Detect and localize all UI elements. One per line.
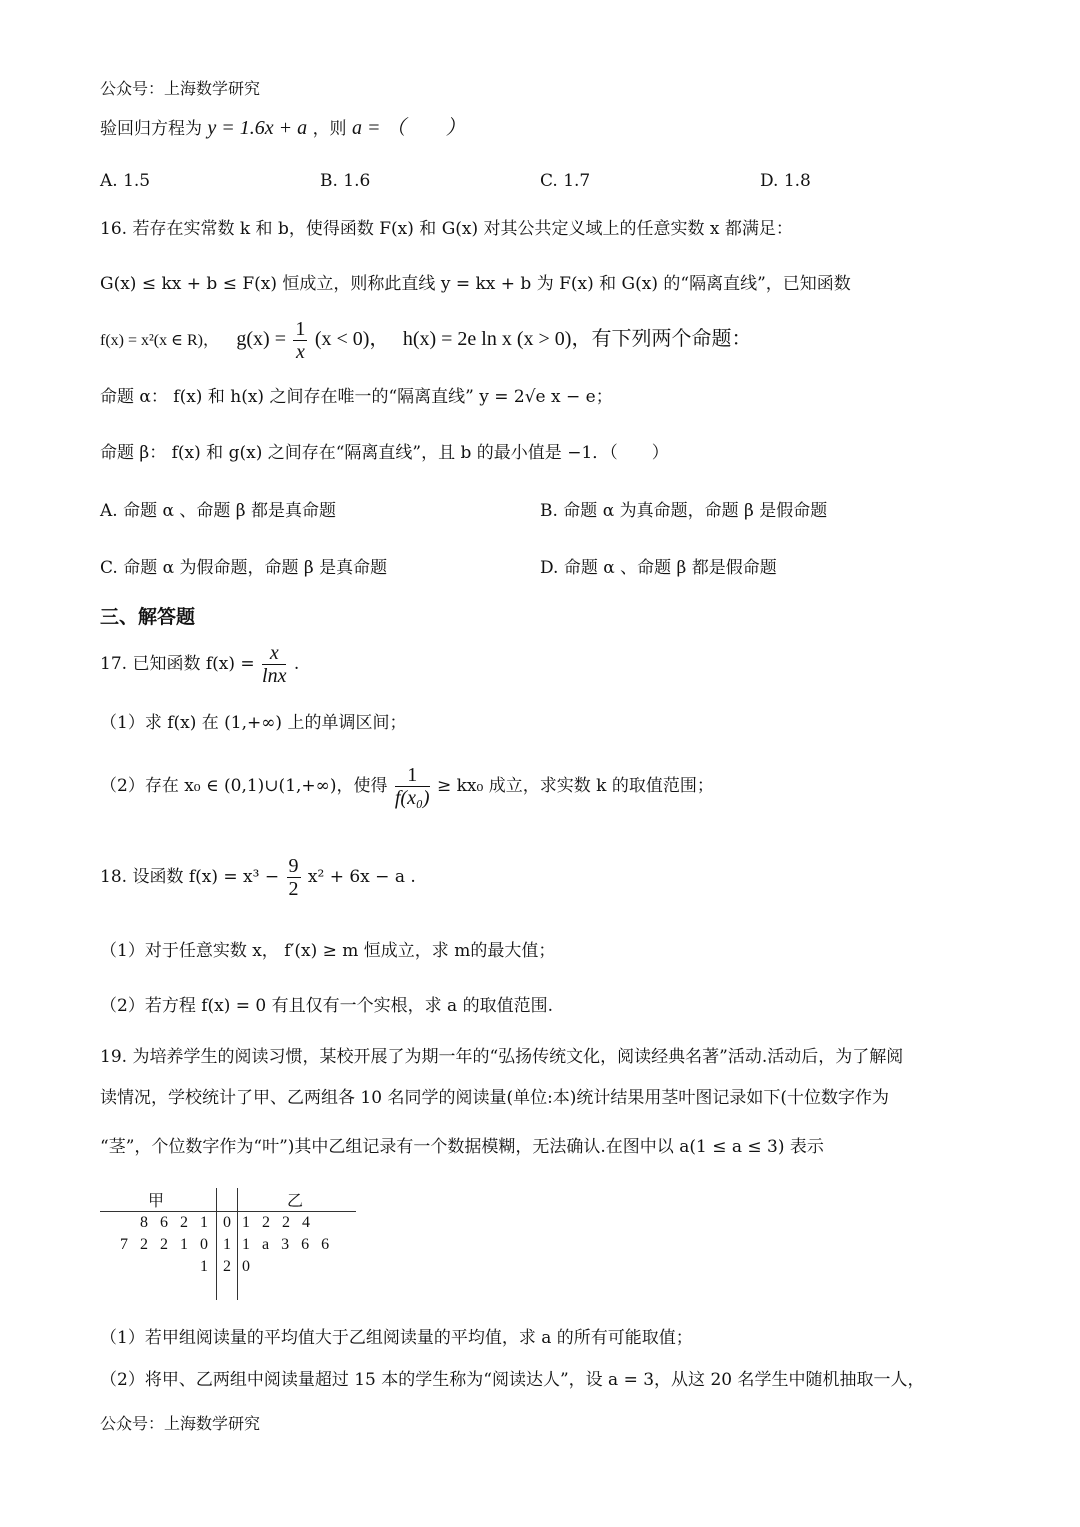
stem-leaf-row	[100, 1234, 356, 1256]
q17-part2-pre: （2）存在 x₀ ∈ (0,1)∪(1,+∞)，使得	[100, 776, 388, 796]
q18-fraction	[287, 855, 301, 900]
q17-stem	[100, 642, 299, 687]
q18-frac-num: 9	[288, 855, 299, 877]
stem-leaf-header-stem	[217, 1188, 238, 1212]
q16-prop-alpha: 命题 α： f(x) 和 h(x) 之间存在唯一的“隔离直线” y = 2√e x − e；	[100, 387, 613, 407]
leaf-right: 0	[242, 1258, 254, 1275]
q15-option-a[interactable]: A. 1.5	[100, 171, 151, 191]
q19-line3: “茎”，个位数字作为“叶”)其中乙组记录有一个数据模糊，无法确认.在图中以 a(1 ≤ a ≤ 3) 表示	[100, 1137, 824, 1157]
q18-frac-den: 2	[288, 878, 299, 900]
q18-stem-post: x² + 6x − a .	[307, 867, 416, 887]
q17-part2-fraction	[395, 764, 430, 809]
q15-regression-line	[100, 117, 465, 140]
stem-leaf-row	[100, 1256, 356, 1278]
q16-g-fraction	[293, 318, 307, 363]
stem-value: 2	[217, 1256, 238, 1278]
q16-prop-beta: 命题 β： f(x) 和 g(x) 之间存在“隔离直线”，且 b 的最小值是 −1．（ ）	[100, 443, 669, 463]
q16-g-den: x	[295, 341, 305, 363]
stem-value: 0	[217, 1212, 238, 1235]
q17-part2	[100, 764, 714, 809]
q18-part1: （1）对于任意实数 x， f′(x) ≥ m 恒成立，求 m的最大值；	[100, 941, 556, 961]
q15-text: 验回归方程为	[100, 119, 202, 139]
stem-leaf-left-title: 甲	[100, 1188, 217, 1212]
q16-line2: G(x) ≤ kx + b ≤ F(x) 恒成立，则称此直线 y = kx + b 为 F(x) 和 G(x) 的“隔离直线”，已知函数	[100, 274, 851, 294]
q19-line2: 读情况，学校统计了甲、乙两组各 10 名同学的阅读量(单位:本)统计结果用茎叶图记录如下(十位数字作为	[100, 1088, 890, 1108]
stem-leaf-spacer	[100, 1278, 356, 1300]
q17-frac-den: lnx	[262, 665, 287, 687]
q16-option-d[interactable]: D. 命题 α 、命题 β 都是假命题	[540, 558, 777, 578]
q17-part2-den: f(x₀)	[394, 787, 430, 809]
q15-option-b[interactable]: B. 1.6	[320, 171, 371, 191]
q15-equation: y = 1.6x + a	[207, 117, 308, 139]
q19-part2: （2）将甲、乙两组中阅读量超过 15 本的学生称为“阅读达人”，设 a = 3，从这 20 名学生中随机抽取一人，	[100, 1370, 925, 1390]
stem-leaf-plot	[100, 1188, 356, 1300]
q16-f-def: f(x) = x²(x ∈ R)，	[100, 332, 219, 349]
header-source: 公众号：上海数学研究	[100, 79, 261, 98]
q18-part2: （2）若方程 f(x) = 0 有且仅有一个实根，求 a 的取值范围.	[100, 996, 553, 1016]
footer-source: 公众号：上海数学研究	[100, 1414, 261, 1433]
q17-fraction	[262, 642, 286, 687]
q18-stem-pre: 18. 设函数 f(x) = x³ −	[100, 867, 280, 887]
q15-option-c[interactable]: C. 1.7	[540, 171, 591, 191]
stem-leaf-right-title: 乙	[238, 1188, 357, 1212]
q17-part2-post: ≥ kx₀ 成立，求实数 k 的取值范围；	[436, 776, 714, 796]
leaf-left: 7 2 2 1 0	[120, 1236, 212, 1253]
q17-frac-num: x	[262, 642, 286, 665]
q15-text-after: ，则	[312, 119, 347, 139]
q15-option-d[interactable]: D. 1.8	[760, 171, 811, 191]
section-title: 三、解答题	[100, 606, 196, 628]
q16-g-def: g(x) =	[236, 328, 286, 350]
leaf-left: 8 6 2 1	[140, 1214, 212, 1231]
leaf-right: 1 a 3 6 6	[242, 1236, 334, 1253]
q19-part1: （1）若甲组阅读量的平均值大于乙组阅读量的平均值，求 a 的所有可能取值；	[100, 1328, 693, 1348]
q17-part1: （1）求 f(x) 在 (1,+∞) 上的单调区间；	[100, 713, 407, 733]
q16-g-domain: (x < 0)，	[314, 328, 390, 350]
leaf-right: 1 2 2 4	[242, 1214, 314, 1231]
stem-value: 1	[217, 1234, 238, 1256]
q19-line1: 19. 为培养学生的阅读习惯，某校开展了为期一年的“弘扬传统文化，阅读经典名著”活动.活动后，为了解阅	[100, 1047, 904, 1067]
q17-part2-num: 1	[395, 764, 430, 787]
leaf-left: 1	[200, 1258, 212, 1275]
q16-line1: 16. 若存在实常数 k 和 b，使得函数 F(x) 和 G(x) 对其公共定义域上的任意实数 x 都满足：	[100, 219, 793, 239]
q15-ask: a = （ ）	[351, 117, 466, 139]
q16-option-a[interactable]: A. 命题 α 、命题 β 都是真命题	[100, 501, 337, 521]
stem-leaf-row	[100, 1212, 356, 1235]
q16-option-c[interactable]: C. 命题 α 为假命题，命题 β 是真命题	[100, 558, 388, 578]
q17-stem-post: .	[293, 654, 300, 674]
q16-option-b[interactable]: B. 命题 α 为真命题，命题 β 是假命题	[540, 501, 828, 521]
q16-g-num: 1	[295, 318, 306, 340]
q16-line3	[100, 318, 751, 363]
q17-stem-pre: 17. 已知函数 f(x) =	[100, 654, 255, 674]
stem-leaf-header	[100, 1188, 356, 1212]
q16-h-def: h(x) = 2e ln x (x > 0)，有下列两个命题：	[402, 328, 752, 350]
q18-stem	[100, 855, 416, 900]
